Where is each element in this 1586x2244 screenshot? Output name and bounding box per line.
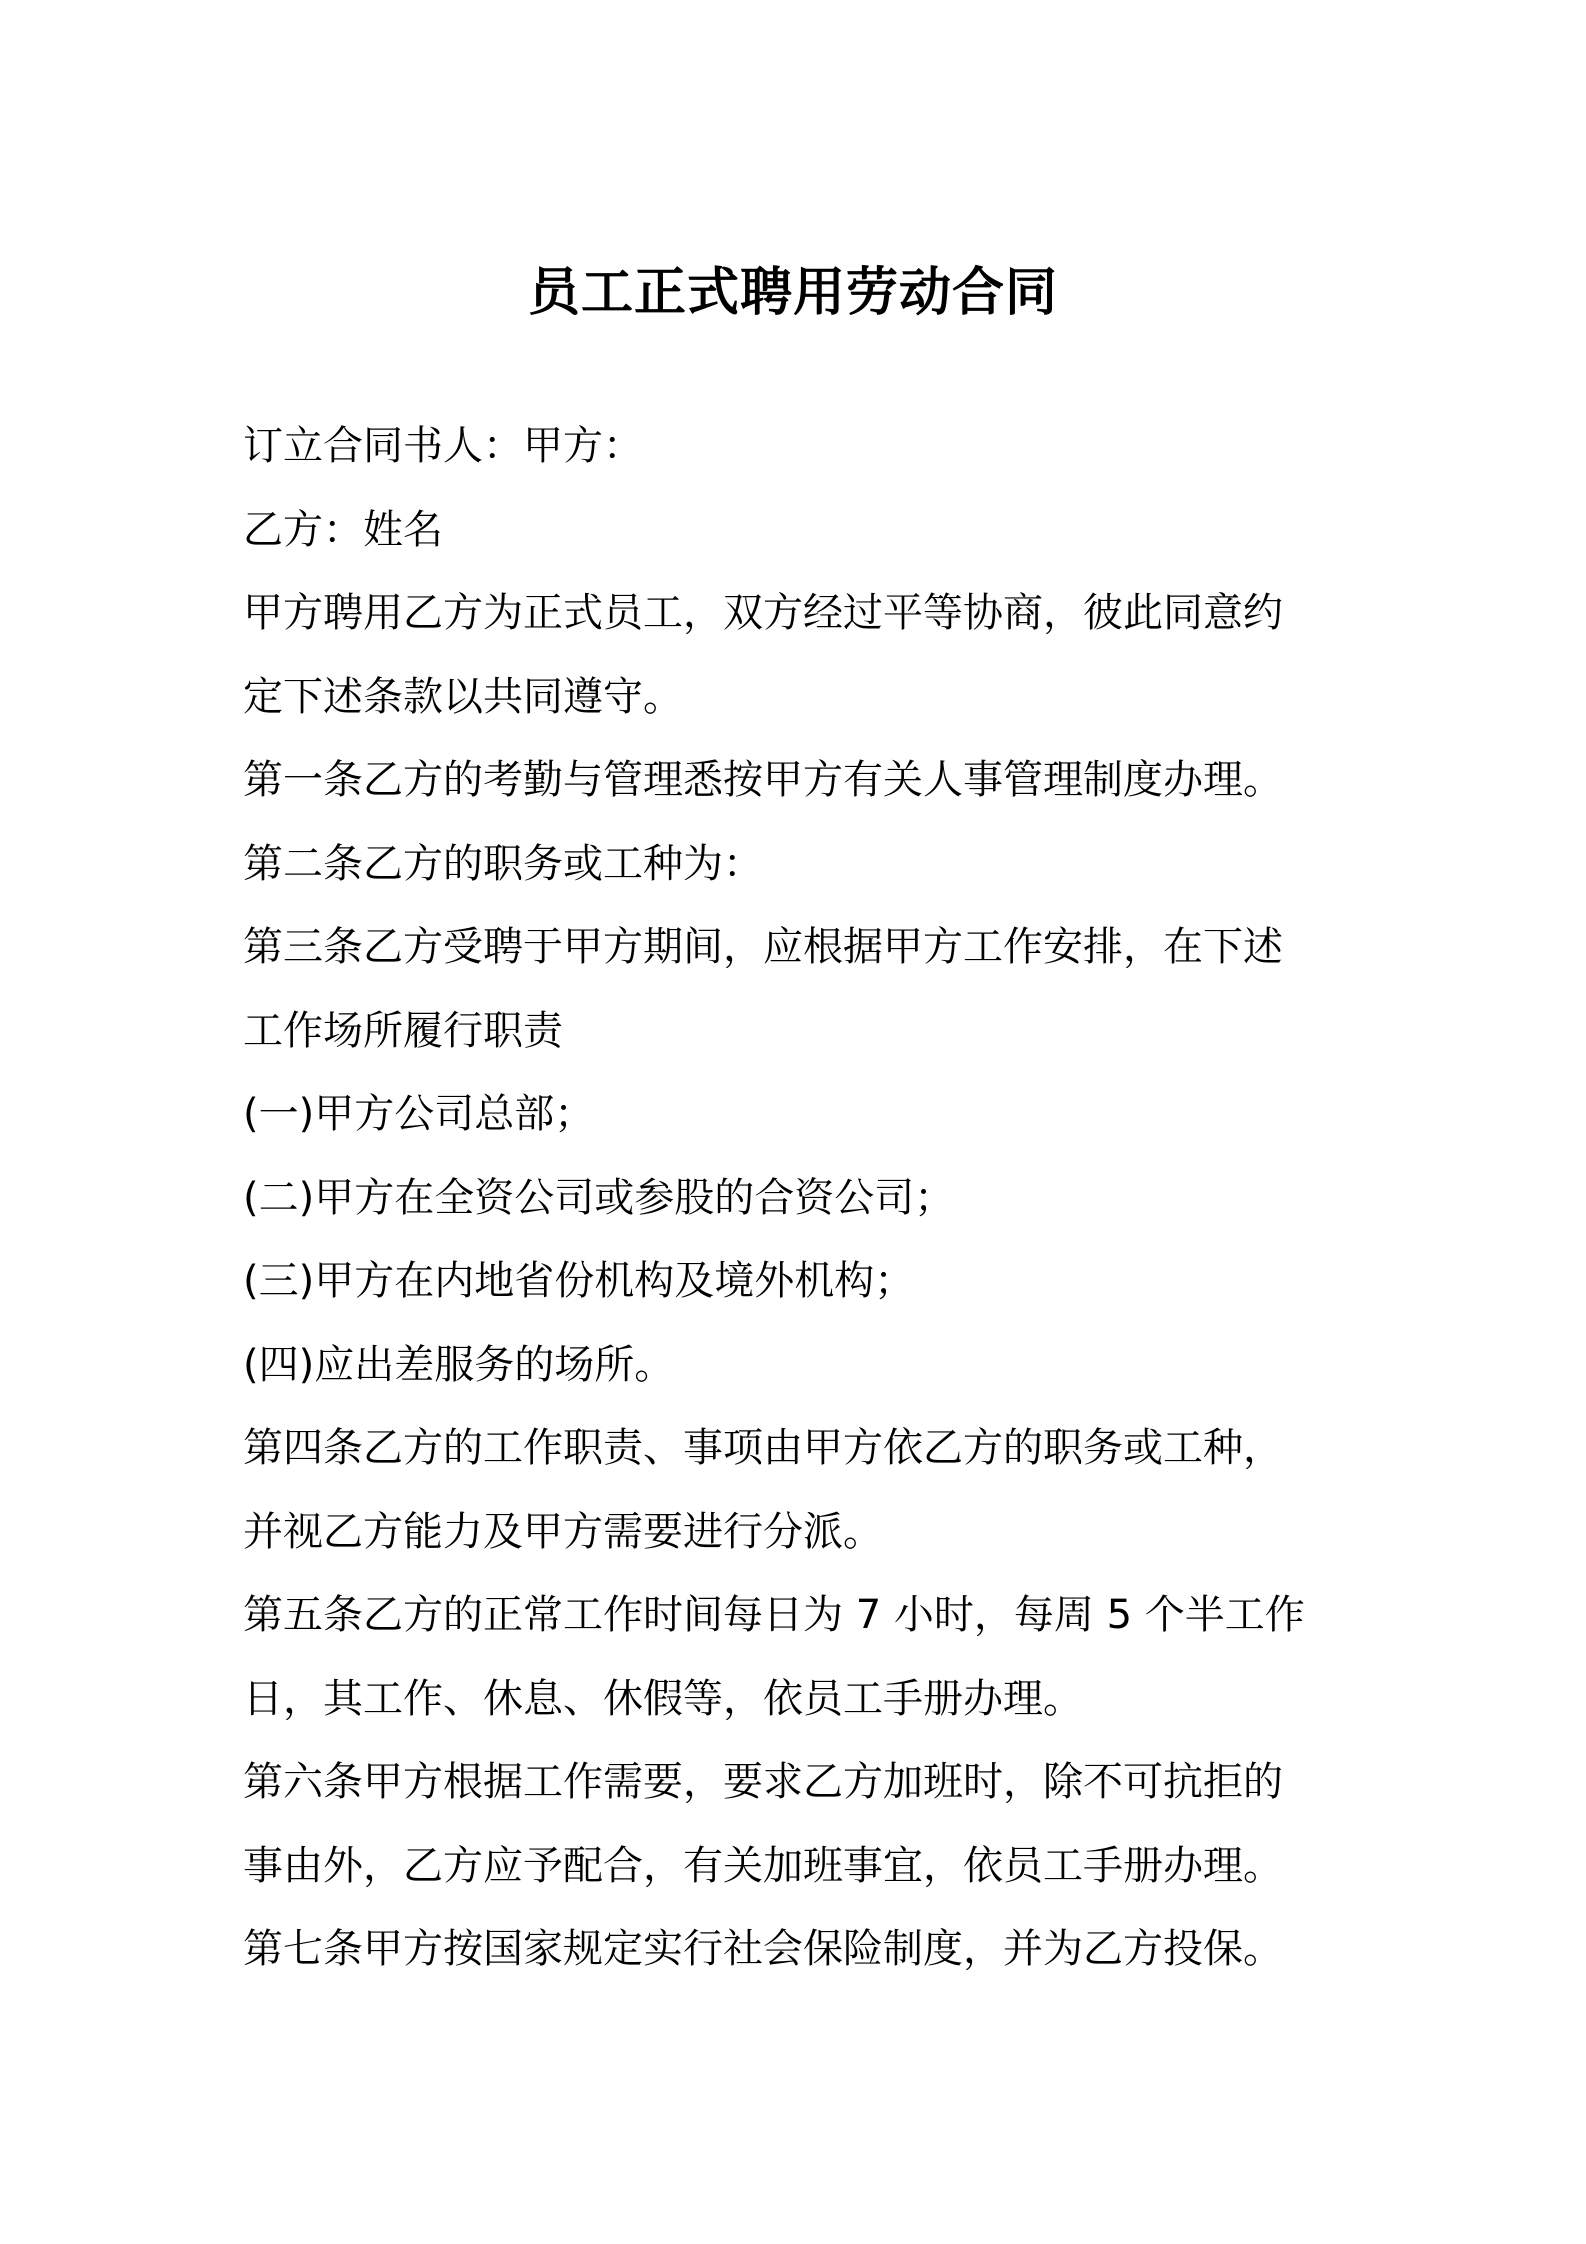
document-body — [243, 405, 1363, 1992]
preamble-line: 定下述条款以共同遵守。 — [243, 673, 683, 720]
party-line: 订立合同书人：甲方： — [243, 423, 643, 469]
article-6-line: 事由外，乙方应予配合，有关加班事宜，依员工手册办理。 — [243, 1842, 1283, 1889]
article-4-line: 第四条乙方的工作职责、事项由甲方依乙方的职务或工种， — [243, 1425, 1283, 1471]
preamble-line: 甲方聘用乙方为正式员工，双方经过平等协商，彼此同意约 — [243, 590, 1283, 636]
article-5-line: 日，其工作、休息、休假等，依员工手册办理。 — [243, 1675, 1083, 1722]
article-7-line: 第七条甲方按国家规定实行社会保险制度，并为乙方投保。 — [243, 1926, 1283, 1972]
article-5-line: 第五条乙方的正常工作时间每日为 7 小时，每周 5 个半工作 — [243, 1592, 1305, 1638]
workplace-item: (三)甲方在内地省份机构及境外机构； — [243, 1258, 915, 1304]
article-3-line: 第三条乙方受聘于甲方期间，应根据甲方工作安排，在下述 — [243, 924, 1283, 970]
article-3-line: 工作场所履行职责 — [243, 1007, 563, 1054]
workplace-item: (二)甲方在全资公司或参股的合资公司； — [243, 1174, 955, 1221]
document-title: 员工正式聘用劳动合同 — [527, 263, 1058, 323]
party-b-line: 乙方：姓名 — [243, 506, 443, 553]
workplace-item: (一)甲方公司总部； — [243, 1091, 595, 1137]
article-2-line: 第二条乙方的职务或工种为： — [243, 840, 763, 887]
workplace-item: (四)应出差服务的场所。 — [243, 1341, 675, 1388]
article-1-line: 第一条乙方的考勤与管理悉按甲方有关人事管理制度办理。 — [243, 757, 1283, 803]
article-4-line: 并视乙方能力及甲方需要进行分派。 — [243, 1508, 883, 1555]
article-6-line: 第六条甲方根据工作需要，要求乙方加班时，除不可抗拒的 — [243, 1759, 1283, 1805]
